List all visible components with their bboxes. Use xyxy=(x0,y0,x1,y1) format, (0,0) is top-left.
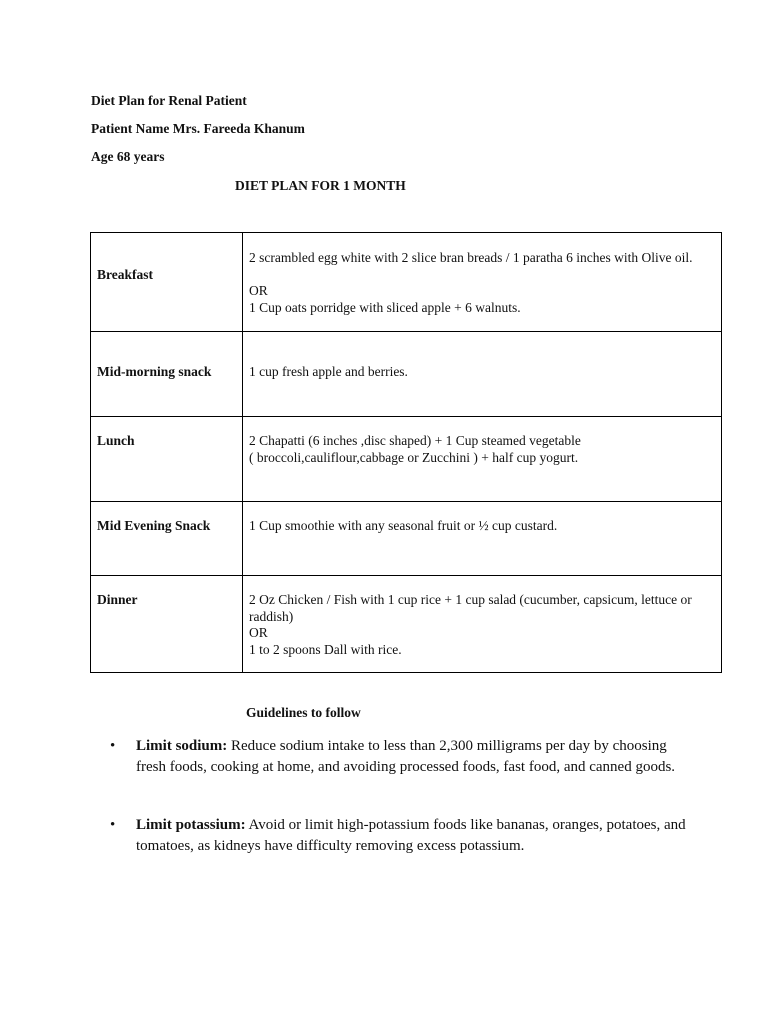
guideline-text: Reduce sodium intake to less than 2,300 milligrams per day by choosing fresh foods, cooking at home, and avoiding processed foods, fast food, and canned goods. xyxy=(136,738,676,775)
table-row-lunch xyxy=(91,417,722,502)
bullet-icon: • xyxy=(110,738,116,754)
meal-name: Breakfast xyxy=(91,233,243,332)
meal-line: 1 to 2 spoons Dall with rice. xyxy=(249,641,402,657)
meal-line-gap xyxy=(249,267,715,284)
guideline-text: Avoid or limit high-potassium foods like bananas, oranges, potatoes, and tomatoes, as kidneys have difficulty removing excess potassium. xyxy=(136,817,686,854)
bullet-icon: • xyxy=(110,817,116,833)
guidelines-heading: Guidelines to follow xyxy=(246,705,361,720)
meal-line: 2 Chapatti (6 inches ,disc shaped) + 1 Cup steamed vegetable xyxy=(249,433,581,448)
meal-name: Mid-morning snack xyxy=(91,332,243,417)
meal-line: ( broccoli,cauliflour,cabbage or Zucchini ) + half cup yogurt. xyxy=(249,449,579,465)
meal-line: 1 cup fresh apple and berries. xyxy=(249,364,408,379)
meal-line: 2 scrambled egg white with 2 slice bran breads / 1 paratha 6 inches with Olive oil. xyxy=(249,250,693,265)
meal-name: Lunch xyxy=(91,417,243,502)
meal-description xyxy=(243,233,722,332)
meal-name: Mid Evening Snack xyxy=(91,502,243,576)
meal-description xyxy=(243,502,722,576)
table-row-breakfast xyxy=(91,233,722,332)
meal-line: OR xyxy=(249,283,268,298)
list-item xyxy=(110,815,690,857)
meal-description xyxy=(243,332,722,417)
patient-age: Age 68 years xyxy=(91,149,165,164)
list-item xyxy=(110,736,690,778)
patient-name: Patient Name Mrs. Fareeda Khanum xyxy=(91,121,305,136)
meal-line: OR xyxy=(249,625,268,640)
table-row-dinner xyxy=(91,576,722,673)
document-title: Diet Plan for Renal Patient xyxy=(91,93,247,108)
meal-name: Dinner xyxy=(91,576,243,673)
guideline-term: Limit potassium: xyxy=(136,817,246,833)
table-row-mid-morning-snack xyxy=(91,332,722,417)
meal-description xyxy=(243,576,722,673)
meal-line: 1 Cup smoothie with any seasonal fruit or ½ cup custard. xyxy=(249,518,558,533)
diet-plan-heading: DIET PLAN FOR 1 MONTH xyxy=(235,178,406,193)
meal-description xyxy=(243,417,722,502)
guideline-term: Limit sodium: xyxy=(136,738,228,754)
guidelines-list xyxy=(110,736,690,857)
table-row-mid-evening-snack xyxy=(91,502,722,576)
diet-plan-table xyxy=(90,232,722,673)
meal-line: 1 Cup oats porridge with sliced apple + 6 walnuts. xyxy=(249,299,521,315)
meal-line: 2 Oz Chicken / Fish with 1 cup rice + 1 cup salad (cucumber, capsicum, lettuce or xyxy=(249,592,692,607)
meal-line: raddish) xyxy=(249,608,294,624)
